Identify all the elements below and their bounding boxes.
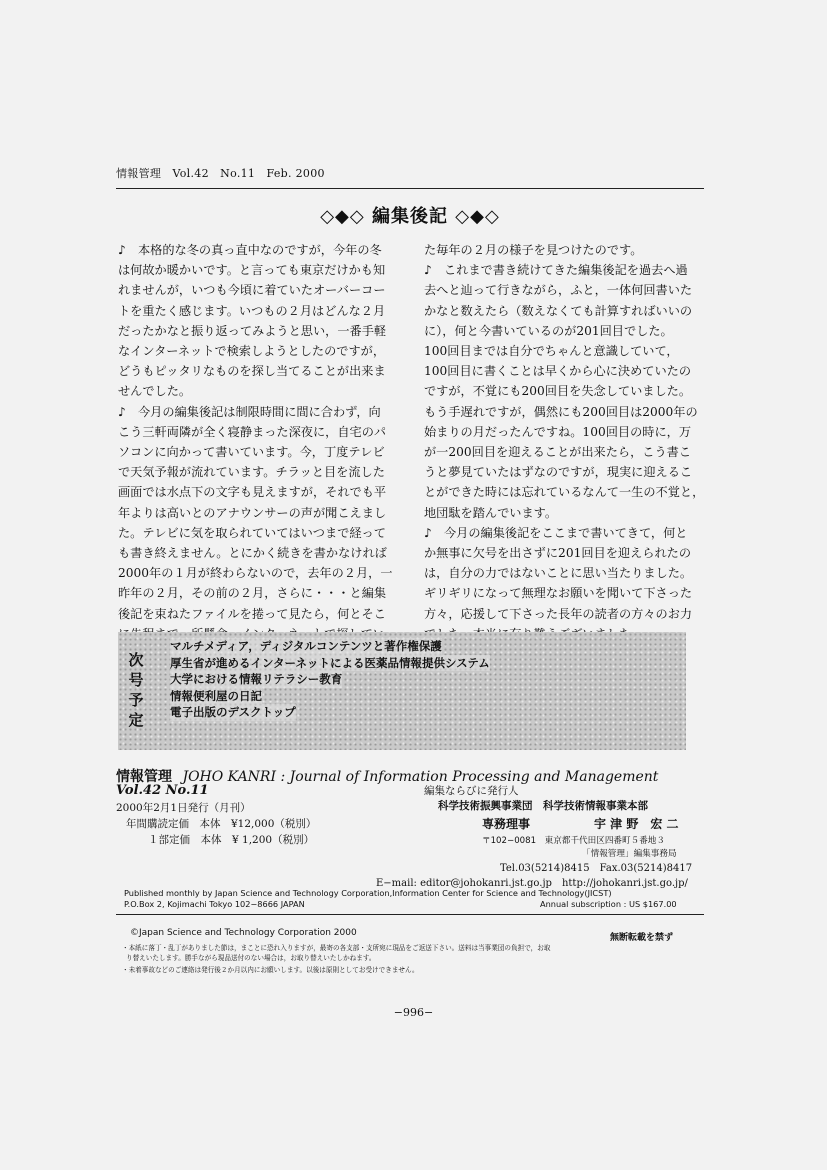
left-column xyxy=(118,240,406,644)
body-line: とができた時には忘れているなんて一生の不覚と， xyxy=(424,485,705,500)
next-issue-list xyxy=(170,638,490,721)
body-line: ギリギリになって無理なお願いを聞いて下さった xyxy=(424,586,693,601)
body-line: 去へと辿って行きながら，ふと，一体何回書いた xyxy=(424,283,693,298)
tel-fax: Tel.03(5214)8415 Fax.03(5214)8417 xyxy=(500,863,693,874)
address: 〒102−0081 東京都千代田区四番町５番地３ xyxy=(482,836,665,846)
body-line: 100回目までは自分でちゃんと意識していて， xyxy=(424,344,679,359)
published-line: Published monthly by Japan Science and Technology Corporation,Information Center for Science and Technology(JICST) xyxy=(124,888,612,898)
body-line: せんでした。 xyxy=(118,384,192,399)
copyright: ©Japan Science and Technology Corporation 2000 xyxy=(130,928,357,938)
next-issue-item: 情報便利屋の日記 xyxy=(170,688,262,703)
body-line: れませんが，いつも今頃に着ていたオーバーコー xyxy=(118,283,386,298)
body-line: 100回目に書くことは早くから心に決めていたの xyxy=(424,364,692,379)
editorial-office: 「情報管理」編集事務局 xyxy=(582,849,677,859)
body-line: もう手遅れですが，偶然にも200回目は2000年の xyxy=(424,404,698,419)
footer-note-1b: り替えいたします。勝手ながら現品送付のない場合は，お取り替えいたしかねます。 xyxy=(126,954,376,962)
footer-rule xyxy=(116,914,704,915)
body-line: 後記を束ねたファイルを捲って見たら，何とそこ xyxy=(118,606,386,621)
single-price: １部定価 本体 ¥ 1,200（税別） xyxy=(148,834,315,846)
email-web: E−mail: editor@johokanri.jst.go.jp http://johokanri.jst.go.jp/ xyxy=(376,878,688,889)
next-issue-item: 大学における情報リテラシー教育 xyxy=(170,672,343,686)
body-line: 年よりは高いとのアナウンサーの声が聞こえまし xyxy=(118,505,387,520)
body-line: か無事に欠号を出さずに201回目を迎えられたの xyxy=(424,546,692,561)
page-number: −996− xyxy=(393,1006,434,1019)
body-line: 方々，応援して下さった長年の読者の方々のお力 xyxy=(424,606,693,621)
body-line: も書き終えません。とにかく続きを書かなければ xyxy=(118,546,387,561)
next-issue-item: 電子出版のデスクトップ xyxy=(170,705,296,719)
body-line: どうもピッタリなものを探し当てることが出来ま xyxy=(118,364,386,379)
body-line: 画面では水点下の文字も見えますが，それでも平 xyxy=(118,485,387,500)
next-issue-label: 次号予定 xyxy=(128,651,144,729)
body-line: ソコンに向かって書いています。今，丁度テレビ xyxy=(118,445,385,460)
body-line: た毎年の２月の様子を見つけたのです。 xyxy=(424,243,643,257)
body-line: で天気予報が流れています。チラッと目を流した xyxy=(118,465,385,480)
journal-title-jp: 情報管理 xyxy=(116,769,172,785)
body-line: トを重たく感じます。いつもの２月はどんな２月 xyxy=(118,303,386,318)
footer-note-2: ・未着事故などのご連絡は発行後２か月以内にお願いします。以後は原則としてお受けできません。 xyxy=(122,966,419,974)
body-line: だったかなと振り返ってみようと思い，一番手軽 xyxy=(118,323,387,338)
body-line: 昨年の２月，その前の２月，さらに・・・と編集 xyxy=(118,586,387,601)
publisher-name: 科学技術振興事業団 科学技術情報事業本部 xyxy=(438,800,648,812)
editor-label: 編集ならびに発行人 xyxy=(424,785,519,797)
volume-number: Vol.42 No.11 xyxy=(116,783,209,798)
issue-date: 2000年2月1日発行（月刊） xyxy=(116,802,251,814)
journal-title-en: JOHO KANRI : Journal of Information Processing and Management xyxy=(182,769,659,785)
director-title: 専務理事 xyxy=(482,817,531,831)
body-line: なインターネットで検索しようとしたのですが， xyxy=(118,344,386,359)
body-line: 始まりの月だったんですね。100回目の時に，万 xyxy=(424,424,692,439)
body-line: ですが，不覚にも200回目を失念していました。 xyxy=(424,384,692,399)
body-line: こう三軒両隣が全く寝静まった深夜に，自宅のパ xyxy=(118,424,387,439)
next-issue-item: 厚生省が進めるインターネットによる医薬品情報提供システム xyxy=(170,655,490,670)
body-line: は何故か暖かいです。と言っても東京だけかも知 xyxy=(118,263,386,278)
page-title: ◇◆◇ 編集後記 ◇◆◇ xyxy=(320,206,500,227)
next-issue-item: マルチメディア，ディジタルコンテンツと著作権保護 xyxy=(170,639,442,653)
annual-price: 年間購読定価 本体 ¥12,000（税別） xyxy=(126,818,317,830)
right-column xyxy=(424,240,712,644)
body-line: ♪ 本格的な冬の真っ直中なのですが，今年の冬 xyxy=(118,243,382,257)
body-line: ♪ これまで書き続けてきた編集後記を過去へ過 xyxy=(424,263,688,278)
no-reprint-notice: 無断転載を禁ず xyxy=(610,933,674,943)
body-line: かなと数えたら（数えなくても計算すればいいの xyxy=(424,303,693,318)
body-line: に），何と今書いているのが201回目でした。 xyxy=(424,323,673,338)
po-box: P.O.Box 2, Kojimachi Tokyo 102−8666 JAPAN xyxy=(124,899,305,909)
body-line: た。テレビに気を取られていてはいつまで経って xyxy=(118,525,386,540)
annual-subscription: Annual subscription : US $167.00 xyxy=(540,899,677,909)
footer-note-1: ・本紙に落丁・乱丁がありました節は，まことに恐れ入りますが，最寄の各支部・支所宛に現品をご返送下さい。送料は当事業団の負担で，お取 xyxy=(122,944,551,952)
running-header: 情報管理 Vol.42 No.11 Feb. 2000 xyxy=(116,167,325,180)
body-line: が一200回目を迎えることが出来たら，こう書こ xyxy=(424,445,692,460)
body-line: ♪ 今月の編集後記をここまで書いてきて，何と xyxy=(424,525,688,540)
body-line: ♪ 今月の編集後記は制限時間に間に合わず，向 xyxy=(118,404,381,419)
body-line: は，自分の力ではないことに思い当たりました。 xyxy=(424,566,693,581)
body-line: 地団駄を踏んでいます。 xyxy=(424,505,558,520)
director-name: 宇 津 野 宏 二 xyxy=(594,817,679,831)
body-line: 2000年の１月が終わらないので，去年の２月，一 xyxy=(118,566,393,581)
body-line: うと夢見ていたはずなのですが，現実に迎えるこ xyxy=(424,465,693,480)
header-rule xyxy=(116,188,704,189)
